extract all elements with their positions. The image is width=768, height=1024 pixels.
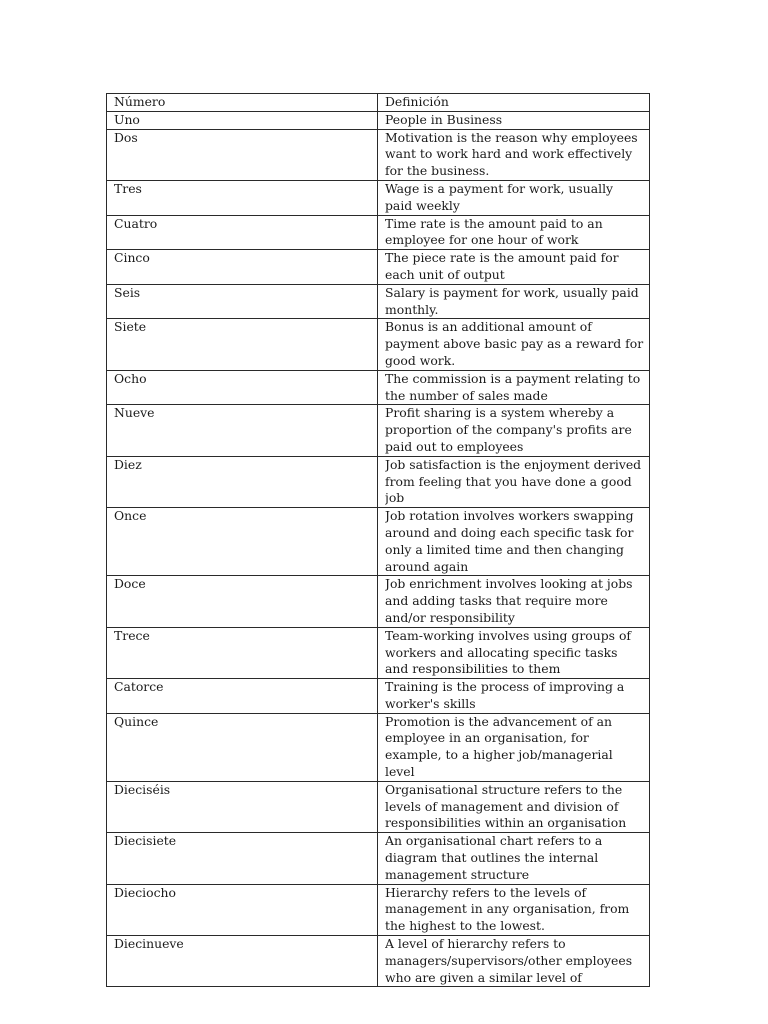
- table-row: [107, 319, 650, 370]
- table-row: [107, 405, 650, 456]
- table-row: [107, 833, 650, 884]
- row-number-cell: Once: [107, 508, 378, 576]
- row-number-cell: Catorce: [107, 679, 378, 714]
- row-definition-cell: [378, 679, 650, 714]
- definition-text: Hierarchy refers to the levels of management in any organisation, from the highest to the lowest.: [385, 884, 630, 934]
- row-definition-cell: [378, 319, 650, 370]
- row-number-cell: Trece: [107, 627, 378, 678]
- table-row: [107, 508, 650, 576]
- table-row: [107, 215, 650, 250]
- row-definition-cell: [378, 111, 650, 129]
- row-definition-cell: [378, 284, 650, 319]
- row-definition-cell: [378, 250, 650, 285]
- row-definition-cell: [378, 833, 650, 884]
- definition-text: The commission is a payment relating to the number of sales made: [385, 370, 641, 403]
- table-row: [107, 250, 650, 285]
- table-row: [107, 456, 650, 507]
- row-definition-cell: [378, 456, 650, 507]
- table-row: [107, 180, 650, 215]
- header-definicion: Definición: [378, 94, 650, 112]
- row-number-cell: Doce: [107, 576, 378, 627]
- definition-text: The piece rate is the amount paid for each unit of output: [385, 250, 619, 282]
- row-number-cell: Seis: [107, 284, 378, 319]
- row-definition-cell: [378, 180, 650, 215]
- row-number-cell: Tres: [107, 180, 378, 215]
- row-definition-cell: [378, 508, 650, 576]
- row-definition-cell: [378, 129, 650, 180]
- row-number-cell: Cinco: [107, 250, 378, 285]
- header-numero: Número: [107, 94, 378, 112]
- definition-text: Time rate is the amount paid to an employee for one hour of work: [385, 215, 603, 248]
- vocabulary-table: [106, 93, 650, 987]
- table-row: [107, 284, 650, 319]
- row-definition-cell: [378, 884, 650, 935]
- definition-text: People in Business: [385, 111, 503, 127]
- row-number-cell: Dieciocho: [107, 884, 378, 935]
- definition-text: Organisational structure refers to the levels of management and division of responsibilities within an organisation: [385, 781, 627, 831]
- row-definition-cell: [378, 627, 650, 678]
- definition-text: A level of hierarchy refers to managers/supervisors/other employees who are given a similar level of: [385, 936, 633, 985]
- definition-text: Wage is a payment for work, usually paid weekly: [385, 180, 614, 213]
- row-definition-cell: [378, 936, 650, 987]
- row-number-cell: Cuatro: [107, 215, 378, 250]
- row-number-cell: Diecinueve: [107, 936, 378, 987]
- table-body: [107, 111, 650, 986]
- row-definition-cell: [378, 215, 650, 250]
- row-number-cell: Nueve: [107, 405, 378, 456]
- table-row: [107, 627, 650, 678]
- row-definition-cell: [378, 576, 650, 627]
- table-row: [107, 129, 650, 180]
- table-row: [107, 679, 650, 714]
- table-row: [107, 576, 650, 627]
- row-number-cell: Dos: [107, 129, 378, 180]
- definition-text: Motivation is the reason why employees want to work hard and work effectively for the business.: [385, 129, 638, 179]
- row-definition-cell: [378, 713, 650, 781]
- table-header-row: [107, 94, 650, 112]
- table-row: [107, 781, 650, 832]
- row-number-cell: Siete: [107, 319, 378, 370]
- definition-text: Bonus is an additional amount of payment above basic pay as a reward for good work.: [385, 319, 644, 368]
- row-number-cell: Diecisiete: [107, 833, 378, 884]
- definition-text: Profit sharing is a system whereby a proportion of the company's profits are paid out to employees: [385, 405, 632, 454]
- row-number-cell: Dieciséis: [107, 781, 378, 832]
- row-number-cell: Uno: [107, 111, 378, 129]
- table-row: [107, 713, 650, 781]
- definition-text: Job satisfaction is the enjoyment derived from feeling that you have done a good job: [385, 456, 642, 506]
- definition-text: Promotion is the advancement of an employee in an organisation, for example, to a higher job/managerial level: [385, 713, 613, 780]
- definition-text: Job enrichment involves looking at jobs and adding tasks that require more and/or responsibility: [385, 576, 633, 625]
- table-row: [107, 111, 650, 129]
- definition-text: An organisational chart refers to a diagram that outlines the internal management structure: [385, 833, 603, 882]
- row-definition-cell: [378, 370, 650, 405]
- row-number-cell: Ocho: [107, 370, 378, 405]
- definition-text: Job rotation involves workers swapping around and doing each specific task for only a limited time and then changing around again: [385, 508, 634, 574]
- definition-text: Training is the process of improving a worker's skills: [385, 679, 625, 711]
- table-row: [107, 884, 650, 935]
- row-definition-cell: [378, 405, 650, 456]
- row-definition-cell: [378, 781, 650, 832]
- definition-text: Salary is payment for work, usually paid monthly.: [385, 284, 639, 317]
- row-number-cell: Quince: [107, 713, 378, 781]
- row-number-cell: Diez: [107, 456, 378, 507]
- definition-text: Team-working involves using groups of workers and allocating specific tasks and responsibilities to them: [385, 627, 631, 677]
- table-row: [107, 370, 650, 405]
- table-row: [107, 936, 650, 987]
